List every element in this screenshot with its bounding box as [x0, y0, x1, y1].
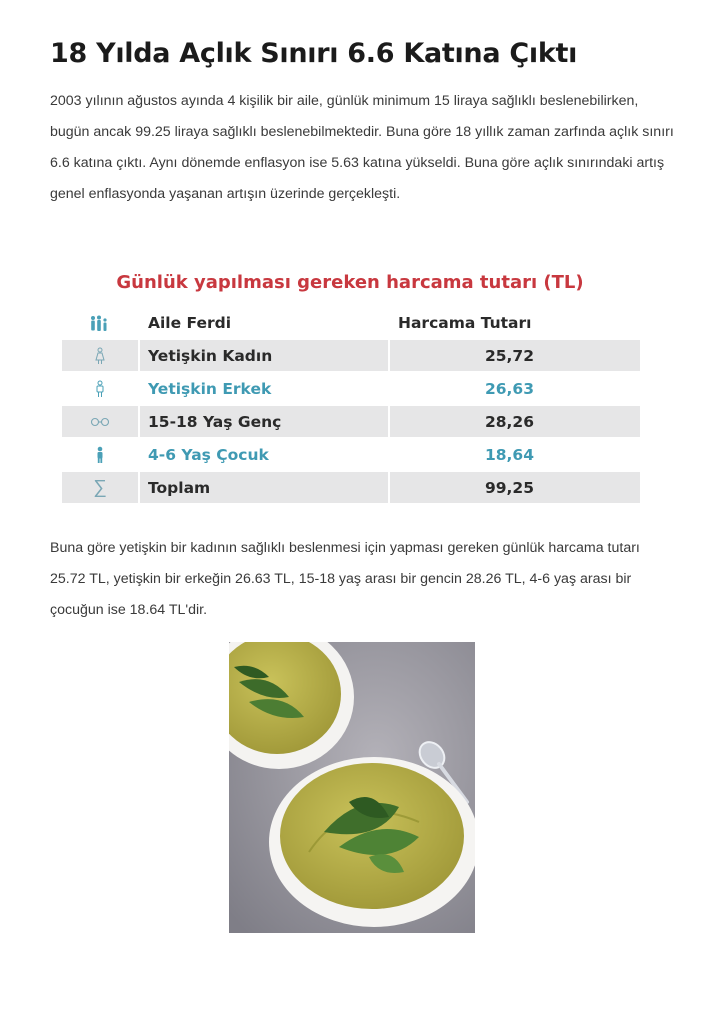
article-title: 18 Yılda Açlık Sınırı 6.6 Katına Çıktı [50, 38, 578, 69]
column-header-amount: Harcama Tutarı [398, 313, 532, 332]
soup-bowl-image [229, 642, 475, 933]
row-value: 18,64 [484, 445, 534, 464]
table-row [62, 372, 640, 405]
expense-table [62, 306, 640, 504]
row-label: 4-6 Yaş Çocuk [148, 445, 269, 464]
table-row [62, 438, 640, 471]
table-row [62, 339, 640, 372]
row-value: 28,26 [390, 406, 640, 437]
row-label: Yetişkin Kadın [140, 340, 388, 371]
row-value: 26,63 [484, 379, 534, 398]
table-row [62, 405, 640, 438]
man-icon [62, 373, 138, 404]
column-header-member: Aile Ferdi [148, 313, 232, 332]
sum-icon: ∑ [62, 472, 138, 503]
child-icon [62, 439, 138, 470]
row-label: Toplam [140, 472, 388, 503]
woman-icon [62, 340, 138, 371]
teen-icon [62, 406, 138, 437]
row-label: 15-18 Yaş Genç [140, 406, 388, 437]
summary-paragraph: Buna göre yetişkin bir kadının sağlıklı beslenmesi için yapması gereken günlük harcama tutarı 25.72 TL, yetişkin bir erkeğin 26.63 TL, 15-18 yaş arası bir gencin 28.26 TL, 4-6 yaş arası bir çocuğun ise 18.64 TL'dir. [50, 540, 640, 618]
row-label: Yetişkin Erkek [148, 379, 272, 398]
row-value: 25,72 [390, 340, 640, 371]
table-row-total [62, 471, 640, 504]
table-title: Günlük yapılması gereken harcama tutarı (TL) [116, 272, 584, 293]
intro-paragraph: 2003 yılının ağustos ayında 4 kişilik bir aile, günlük minimum 15 liraya sağlıklı beslenebilirken, bugün ancak 99.25 liraya sağlıklı beslenebilmektedir. Buna göre 18 yıllık zaman zarfında açlık sınırı 6.6 katına çıktı. Aynı dönemde enflasyon ise 5.63 katına yükseldi. Buna göre açlık sınırındaki artış genel enflasyonda yaşanan artışın üzerinde gerçekleşti. [50, 93, 674, 202]
row-value: 99,25 [390, 472, 640, 503]
family-icon [62, 307, 138, 338]
table-header [62, 306, 640, 339]
